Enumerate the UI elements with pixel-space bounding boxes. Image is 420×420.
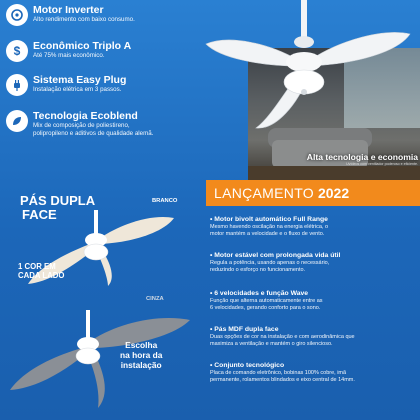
spec-item [210,216,418,238]
ceiling-fan-image [200,0,420,140]
spec-item [210,252,418,274]
spec-title: • Motor estável com prolongada vida útil [210,252,341,259]
choose-label [120,340,162,370]
feature-desc: Alto rendimento com baixo consumo. [33,16,135,23]
feature-title: Tecnologia Ecoblend [33,110,138,122]
spec-item [210,290,418,312]
spec-desc: Duas opções de cor na instalação e com aerodinâmica que [210,334,355,340]
banner-year: 2022 [317,185,350,201]
choose-line: Escolha [125,340,158,350]
photo-caption [268,152,418,166]
feature-title: Motor Inverter [33,4,104,16]
feature-desc: polipropileno e aditivos de qualidade alemã. [33,130,154,137]
spec-desc: Função que alterna automaticamente entre as [210,298,323,304]
fan-gray-side [0,290,210,410]
spec-title: • Motor bivolt automático Full Range [210,216,328,223]
blades-heading-line: FACE [22,207,57,222]
spec-desc: maximiza a ventilação e mantém o giro silencioso. [210,341,333,347]
one-color-label [18,262,65,280]
one-color-line: CADA LADO [18,271,65,280]
dollar-icon: $ [6,40,28,62]
spec-title: • 6 velocidades e função Wave [210,290,309,297]
motor-icon [6,4,28,26]
feature-title: Sistema Easy Plug [33,74,127,86]
spec-title: • Conjunto tecnológico [210,362,285,369]
spec-desc: permanente, rolamentos blindados e eixo central de 14mm. [210,377,355,383]
spec-desc: Placa de comando eletrônico, bobinas 100% cobre, imã [210,370,347,376]
leaf-icon [6,110,28,132]
floor [248,166,420,180]
one-color-line: 1 COR EM [18,262,56,271]
label-cinza: CINZA [146,296,164,302]
caption-sub: Uvídeos com ventilador poderoso e eficiente. [346,162,418,166]
spec-desc: motor mantém a velocidade e o fluxo de vento. [210,231,325,237]
spec-desc: 6 velocidades, gerando conforto para o sono. [210,305,321,311]
feature-desc: Até 75% mais econômico. [33,52,105,59]
caption-title: Alta tecnologia e economia [306,152,418,162]
feature-desc: Mix de composição de poliestireno, [33,122,130,129]
banner-word: LANÇAMENTO [214,185,314,201]
choose-line: instalação [120,360,162,370]
spec-title: • Pás MDF dupla face [210,326,279,333]
spec-desc: Mesmo havendo oscilação na energia elétrica, o [210,224,329,230]
feature-desc: Instalação elétrica em 3 passos. [33,86,122,93]
plug-icon [6,74,28,96]
launch-banner [206,180,420,206]
spec-item [210,362,418,384]
feature-title: Econômico Triplo A [33,40,132,52]
spec-desc: reduzindo o esforço no funcionamento. [210,267,306,273]
spec-item [210,326,418,348]
blades-heading-line: PÁS DUPLA [20,193,96,208]
spec-desc: Regula a potência, usando apenas o necessário, [210,260,330,266]
label-branco: BRANCO [152,198,178,204]
choose-line: na hora da [120,350,163,360]
